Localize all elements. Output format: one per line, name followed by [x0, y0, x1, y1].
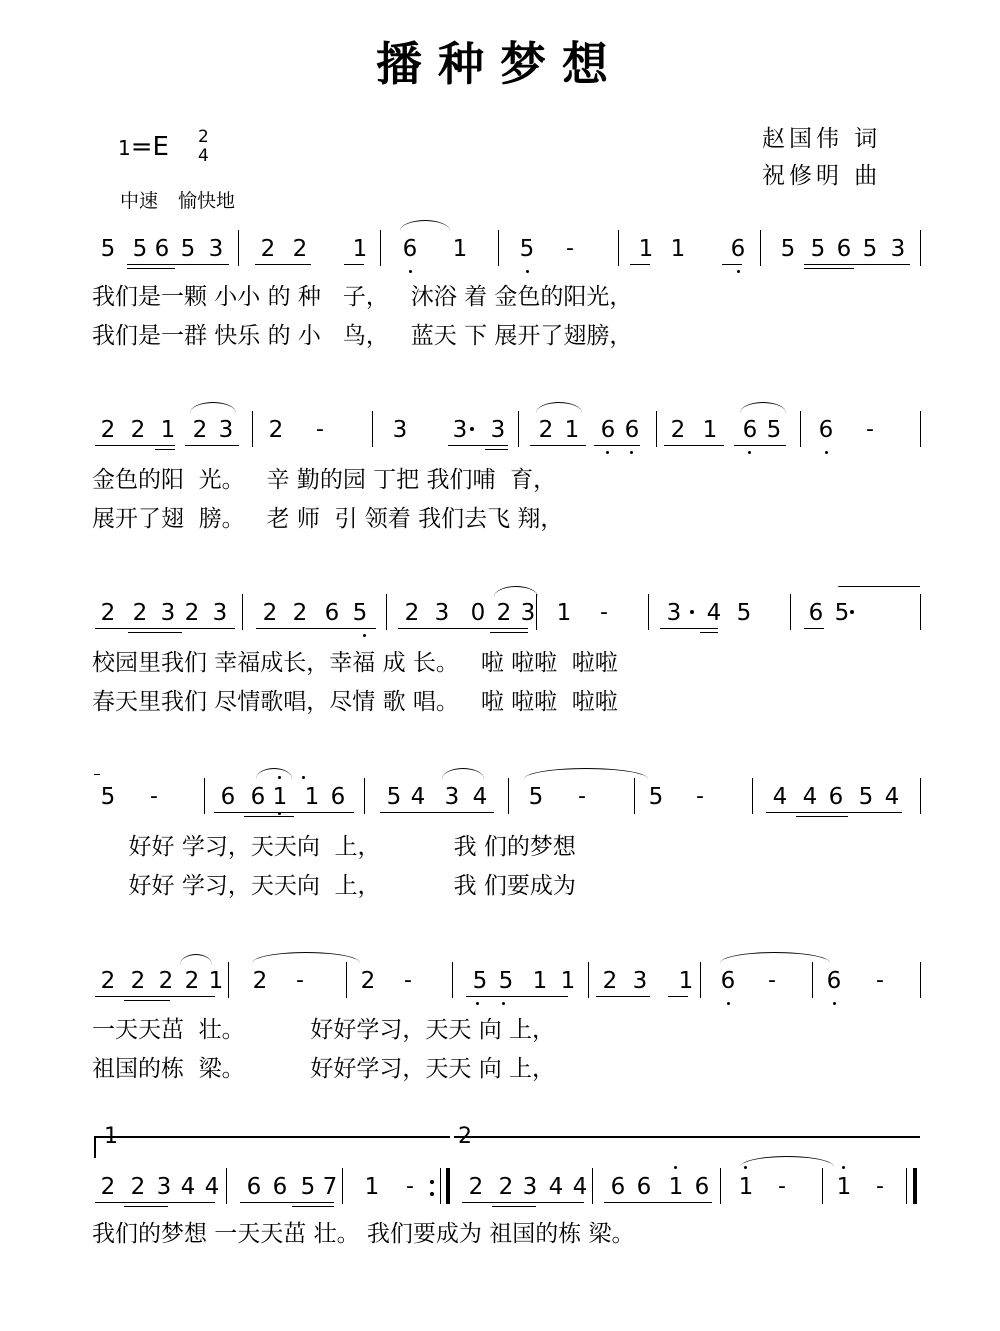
note: 5 — [766, 417, 782, 443]
slur — [256, 768, 292, 779]
barline — [720, 1168, 721, 1204]
staff-row-1 — [0, 234, 1000, 264]
note: 3 — [490, 417, 506, 443]
note: 1 — [678, 968, 694, 994]
barline — [812, 962, 813, 998]
note-dash: - — [600, 600, 608, 625]
note: 6 — [730, 236, 746, 262]
note: 3 — [218, 417, 234, 443]
lyrics-verse-1-line-1: 我们是一颗 小小 的 种 子， 沐浴 着 金色的阳光， — [92, 284, 633, 310]
note: 1 — [738, 1174, 754, 1200]
note: 6 — [818, 417, 834, 443]
note-dash: - — [566, 236, 574, 261]
beam — [596, 996, 650, 997]
note: 4 — [180, 1174, 196, 1200]
note: 3 — [434, 600, 450, 626]
note: 5 — [100, 784, 116, 810]
song-title: 播种梦想 — [376, 37, 624, 91]
note: 1 — [160, 417, 176, 443]
beam — [124, 1206, 168, 1207]
note: 5 — [810, 236, 826, 262]
barline — [822, 1168, 823, 1204]
lyrics-verse-2-line-1: 我们是一群 快乐 的 小 鸟， 蓝天 下 展开了翅膀， — [92, 323, 633, 349]
low-octave-dot — [833, 1002, 836, 1005]
barline — [920, 778, 921, 814]
beam — [660, 628, 718, 629]
note: 5 — [180, 236, 196, 262]
key-equals: =E — [130, 132, 169, 162]
note: 5 — [300, 1174, 316, 1200]
note: 2 — [184, 968, 200, 994]
barline — [790, 594, 791, 630]
beam — [668, 996, 688, 997]
note: 5 — [862, 236, 878, 262]
note: 4 — [802, 784, 818, 810]
barline — [588, 962, 589, 998]
tie — [838, 586, 920, 587]
dotted-note-dot — [470, 427, 474, 431]
barline — [634, 778, 635, 814]
beam — [804, 268, 854, 269]
note: 1 — [304, 784, 320, 810]
barline — [518, 411, 519, 447]
beam — [185, 445, 239, 446]
repeat-dot — [430, 1180, 434, 1184]
barline — [508, 778, 509, 814]
note: 6 — [808, 600, 824, 626]
note: 2 — [192, 417, 208, 443]
key-one: 1 — [118, 136, 131, 160]
tie-end — [94, 774, 100, 775]
beam — [462, 1202, 584, 1203]
beam — [127, 264, 175, 265]
note: 1 — [208, 968, 224, 994]
note: 3 — [392, 417, 408, 443]
beam — [796, 816, 848, 817]
low-octave-dot — [727, 1002, 730, 1005]
final-bar-thin — [906, 1168, 907, 1204]
tie — [524, 768, 648, 779]
note: 5 — [780, 236, 796, 262]
note: 1 — [638, 236, 654, 262]
note: 6 — [720, 968, 736, 994]
note-dash: - — [866, 417, 874, 442]
low-octave-dot — [502, 1002, 505, 1005]
beam — [492, 1206, 536, 1207]
note: 3 — [160, 600, 176, 626]
lyrics-verse-1-line-5: 一天天茁 壮。 好好学习，天天 向 上， — [92, 1017, 556, 1043]
note: 4 — [772, 784, 788, 810]
barline — [536, 594, 537, 630]
second-ending-number: 2 — [458, 1124, 472, 1149]
first-ending-number: 1 — [104, 1124, 118, 1149]
note: 3 — [452, 417, 468, 443]
beam — [448, 445, 508, 446]
beam — [398, 628, 528, 629]
note: 6 — [694, 1174, 710, 1200]
barline — [252, 411, 253, 447]
low-octave-dot — [363, 634, 366, 637]
note: 7 — [322, 1174, 338, 1200]
note: 2 — [404, 600, 420, 626]
note: 2 — [262, 600, 278, 626]
staff-row-4 — [0, 782, 1000, 812]
note-dash: - — [696, 784, 704, 809]
beam — [244, 816, 294, 817]
final-bar-thick — [913, 1168, 917, 1204]
barline — [752, 778, 753, 814]
note: 5 — [132, 236, 148, 262]
note: 2 — [602, 968, 618, 994]
note: 2 — [496, 600, 512, 626]
note: 3 — [520, 600, 536, 626]
note: 5 — [858, 784, 874, 810]
note: 2 — [292, 600, 308, 626]
lyrics-verse-2-line-5: 祖国的栋 梁。 好好学习，天天 向 上， — [92, 1056, 556, 1082]
note: 5 — [100, 236, 116, 262]
beam — [766, 812, 902, 813]
dotted-note-dot — [850, 610, 854, 614]
note-dash: - — [578, 784, 586, 809]
low-octave-dot — [737, 270, 740, 273]
low-octave-dot — [526, 270, 529, 273]
lyricist-credit: 赵国伟 词 — [762, 126, 882, 152]
note: 4 — [410, 784, 426, 810]
barline — [452, 962, 453, 998]
slur — [536, 402, 582, 413]
barline — [920, 411, 921, 447]
dotted-note-dot — [690, 610, 694, 614]
low-octave-dot — [606, 451, 609, 454]
note: 3 — [666, 600, 682, 626]
note: 5 — [736, 600, 752, 626]
note: 2 — [538, 417, 554, 443]
beam — [124, 1000, 170, 1001]
note: 6 — [600, 417, 616, 443]
note-dash: - — [406, 1174, 414, 1199]
note: 2 — [100, 600, 116, 626]
note-dash: - — [768, 968, 776, 993]
note: 6 — [324, 600, 340, 626]
note: 2 — [130, 417, 146, 443]
note: 2 — [130, 968, 146, 994]
note: 6 — [272, 1174, 288, 1200]
low-octave-dot — [476, 1002, 479, 1005]
beam — [664, 445, 724, 446]
note: 1 — [272, 784, 288, 810]
barline — [238, 230, 239, 266]
lyrics-verse-2-line-2: 展开了翅 膀。 老 师 引 领着 我们去飞 翔， — [92, 506, 564, 532]
staff-row-6 — [0, 1172, 1000, 1202]
note: 5 — [528, 784, 544, 810]
barline — [342, 1168, 343, 1204]
beam — [804, 628, 824, 629]
note: 2 — [468, 1174, 484, 1200]
staff-row-2 — [0, 415, 1000, 445]
note: 2 — [260, 236, 276, 262]
note: 2 — [130, 1174, 146, 1200]
note: 1 — [364, 1174, 380, 1200]
barline — [364, 778, 365, 814]
time-signature-top: 2 — [198, 127, 209, 147]
note-dash: - — [404, 968, 412, 993]
beam — [155, 449, 175, 450]
note: 1 — [670, 236, 686, 262]
beam — [734, 445, 786, 446]
beam — [604, 1202, 712, 1203]
lyrics-verse-1-line-2: 金色的阳 光。 辛 勤的园 丁把 我们哺 育， — [92, 467, 557, 493]
repeat-bar-thick — [446, 1168, 450, 1204]
note: 1 — [532, 968, 548, 994]
barline — [618, 230, 619, 266]
composer-credit: 祝修明 曲 — [762, 163, 882, 189]
beam — [175, 264, 229, 265]
high-octave-dot — [278, 812, 281, 815]
note: 2 — [184, 600, 200, 626]
note: 4 — [706, 600, 722, 626]
beam — [854, 264, 910, 265]
barline — [386, 594, 387, 630]
barline — [380, 230, 381, 266]
beam — [344, 264, 364, 265]
barline — [204, 778, 205, 814]
slur — [190, 402, 236, 413]
slur — [494, 586, 538, 597]
lyrics-verse-1-line-4: 好好 学习，天天向 上， 我 们的梦想 — [92, 834, 576, 860]
barline — [920, 594, 921, 630]
note: 2 — [498, 1174, 514, 1200]
note: 6 — [836, 236, 852, 262]
beam — [466, 996, 568, 997]
beam — [630, 264, 650, 265]
note: 6 — [636, 1174, 652, 1200]
beam — [95, 628, 235, 629]
beam — [240, 1202, 334, 1203]
barline — [700, 962, 701, 998]
lyrics-line-6: 我们的梦想 一天天茁 壮。 我们要成为 祖国的栋 梁。 — [92, 1221, 635, 1247]
beam — [214, 812, 354, 813]
beam — [95, 1202, 215, 1203]
note: 1 — [668, 1174, 684, 1200]
note-dash: - — [316, 417, 324, 442]
low-octave-dot — [630, 451, 633, 454]
note: 6 — [250, 784, 266, 810]
lyrics-verse-2-line-4: 好好 学习，天天向 上， 我 们要成为 — [92, 873, 576, 899]
note: 6 — [402, 236, 418, 262]
note: 5 — [834, 600, 850, 626]
note: 6 — [610, 1174, 626, 1200]
note: 2 — [292, 236, 308, 262]
note: 3 — [890, 236, 906, 262]
note: 4 — [884, 784, 900, 810]
note: 2 — [670, 417, 686, 443]
lyrics-verse-1-line-3: 校园里我们 幸福成长，幸福 成 长。 啦 啦啦 啦啦 — [92, 650, 618, 676]
note: 3 — [444, 784, 460, 810]
barline — [498, 230, 499, 266]
tie — [252, 952, 360, 963]
barline — [920, 962, 921, 998]
beam — [380, 812, 494, 813]
note: 2 — [360, 968, 376, 994]
note: 6 — [246, 1174, 262, 1200]
slur — [442, 768, 484, 779]
note: 5 — [519, 236, 535, 262]
key-signature — [118, 132, 169, 162]
barline — [592, 1168, 593, 1204]
note: 2 — [252, 968, 268, 994]
high-octave-dot — [842, 1166, 845, 1169]
note: 4 — [572, 1174, 588, 1200]
beam — [95, 445, 175, 446]
staff-row-5 — [0, 966, 1000, 996]
note: 1 — [452, 236, 468, 262]
low-octave-dot — [748, 451, 751, 454]
beam — [722, 264, 742, 265]
first-ending-bracket — [94, 1136, 450, 1158]
note-dash: - — [150, 784, 158, 809]
second-ending-bracket — [454, 1136, 920, 1158]
note: 5 — [386, 784, 402, 810]
note: 1 — [564, 417, 580, 443]
barline — [228, 962, 229, 998]
note: 3 — [212, 600, 228, 626]
note: 6 — [828, 784, 844, 810]
note: 5 — [498, 968, 514, 994]
beam — [127, 268, 175, 269]
high-octave-dot — [302, 776, 305, 779]
note: 3 — [632, 968, 648, 994]
note: 2 — [100, 417, 116, 443]
slur — [740, 402, 786, 413]
tempo-marking: 中速 愉快地 — [120, 190, 236, 212]
note: 4 — [472, 784, 488, 810]
note: 2 — [100, 1174, 116, 1200]
note-dash: - — [876, 968, 884, 993]
barline — [760, 230, 761, 266]
barline — [242, 594, 243, 630]
note: 6 — [826, 968, 842, 994]
note: 2 — [100, 968, 116, 994]
note: 4 — [548, 1174, 564, 1200]
barline — [656, 411, 657, 447]
barline — [226, 1168, 227, 1204]
note: 2 — [158, 968, 174, 994]
time-signature — [198, 128, 209, 166]
low-octave-dot — [825, 451, 828, 454]
high-octave-dot — [674, 1166, 677, 1169]
beam — [804, 264, 854, 265]
slur — [400, 220, 450, 231]
repeat-bar-thin — [440, 1168, 441, 1204]
beam — [530, 445, 586, 446]
note-dash: - — [296, 968, 304, 993]
beam — [485, 449, 508, 450]
note-dash: - — [778, 1174, 786, 1199]
note: 3 — [522, 1174, 538, 1200]
barline — [346, 962, 347, 998]
note: 6 — [154, 236, 170, 262]
note: 0 — [470, 600, 486, 626]
note: 5 — [472, 968, 488, 994]
note-dash: - — [876, 1174, 884, 1199]
note: 1 — [702, 417, 718, 443]
beam — [95, 996, 215, 997]
beam — [700, 632, 718, 633]
beam — [256, 628, 376, 629]
repeat-dot — [430, 1192, 434, 1196]
note: 5 — [648, 784, 664, 810]
tie — [720, 952, 830, 963]
note: 2 — [132, 600, 148, 626]
note: 4 — [204, 1174, 220, 1200]
note: 1 — [836, 1174, 852, 1200]
beam — [292, 1206, 334, 1207]
time-signature-bottom: 4 — [198, 146, 209, 166]
barline — [920, 230, 921, 266]
beam — [255, 264, 311, 265]
barline — [800, 411, 801, 447]
note: 5 — [352, 600, 368, 626]
note: 1 — [352, 236, 368, 262]
slur — [180, 954, 212, 965]
note: 3 — [208, 236, 224, 262]
note: 6 — [330, 784, 346, 810]
note: 6 — [742, 417, 758, 443]
note: 3 — [156, 1174, 172, 1200]
beam — [594, 445, 640, 446]
beam — [128, 632, 182, 633]
barline — [648, 594, 649, 630]
note: 1 — [560, 968, 576, 994]
low-octave-dot — [409, 270, 412, 273]
note: 6 — [220, 784, 236, 810]
beam — [490, 632, 528, 633]
note: 1 — [556, 600, 572, 626]
barline — [372, 411, 373, 447]
lyrics-verse-2-line-3: 春天里我们 尽情歌唱，尽情 歌 唱。 啦 啦啦 啦啦 — [92, 689, 618, 715]
note: 2 — [268, 417, 284, 443]
note: 6 — [624, 417, 640, 443]
